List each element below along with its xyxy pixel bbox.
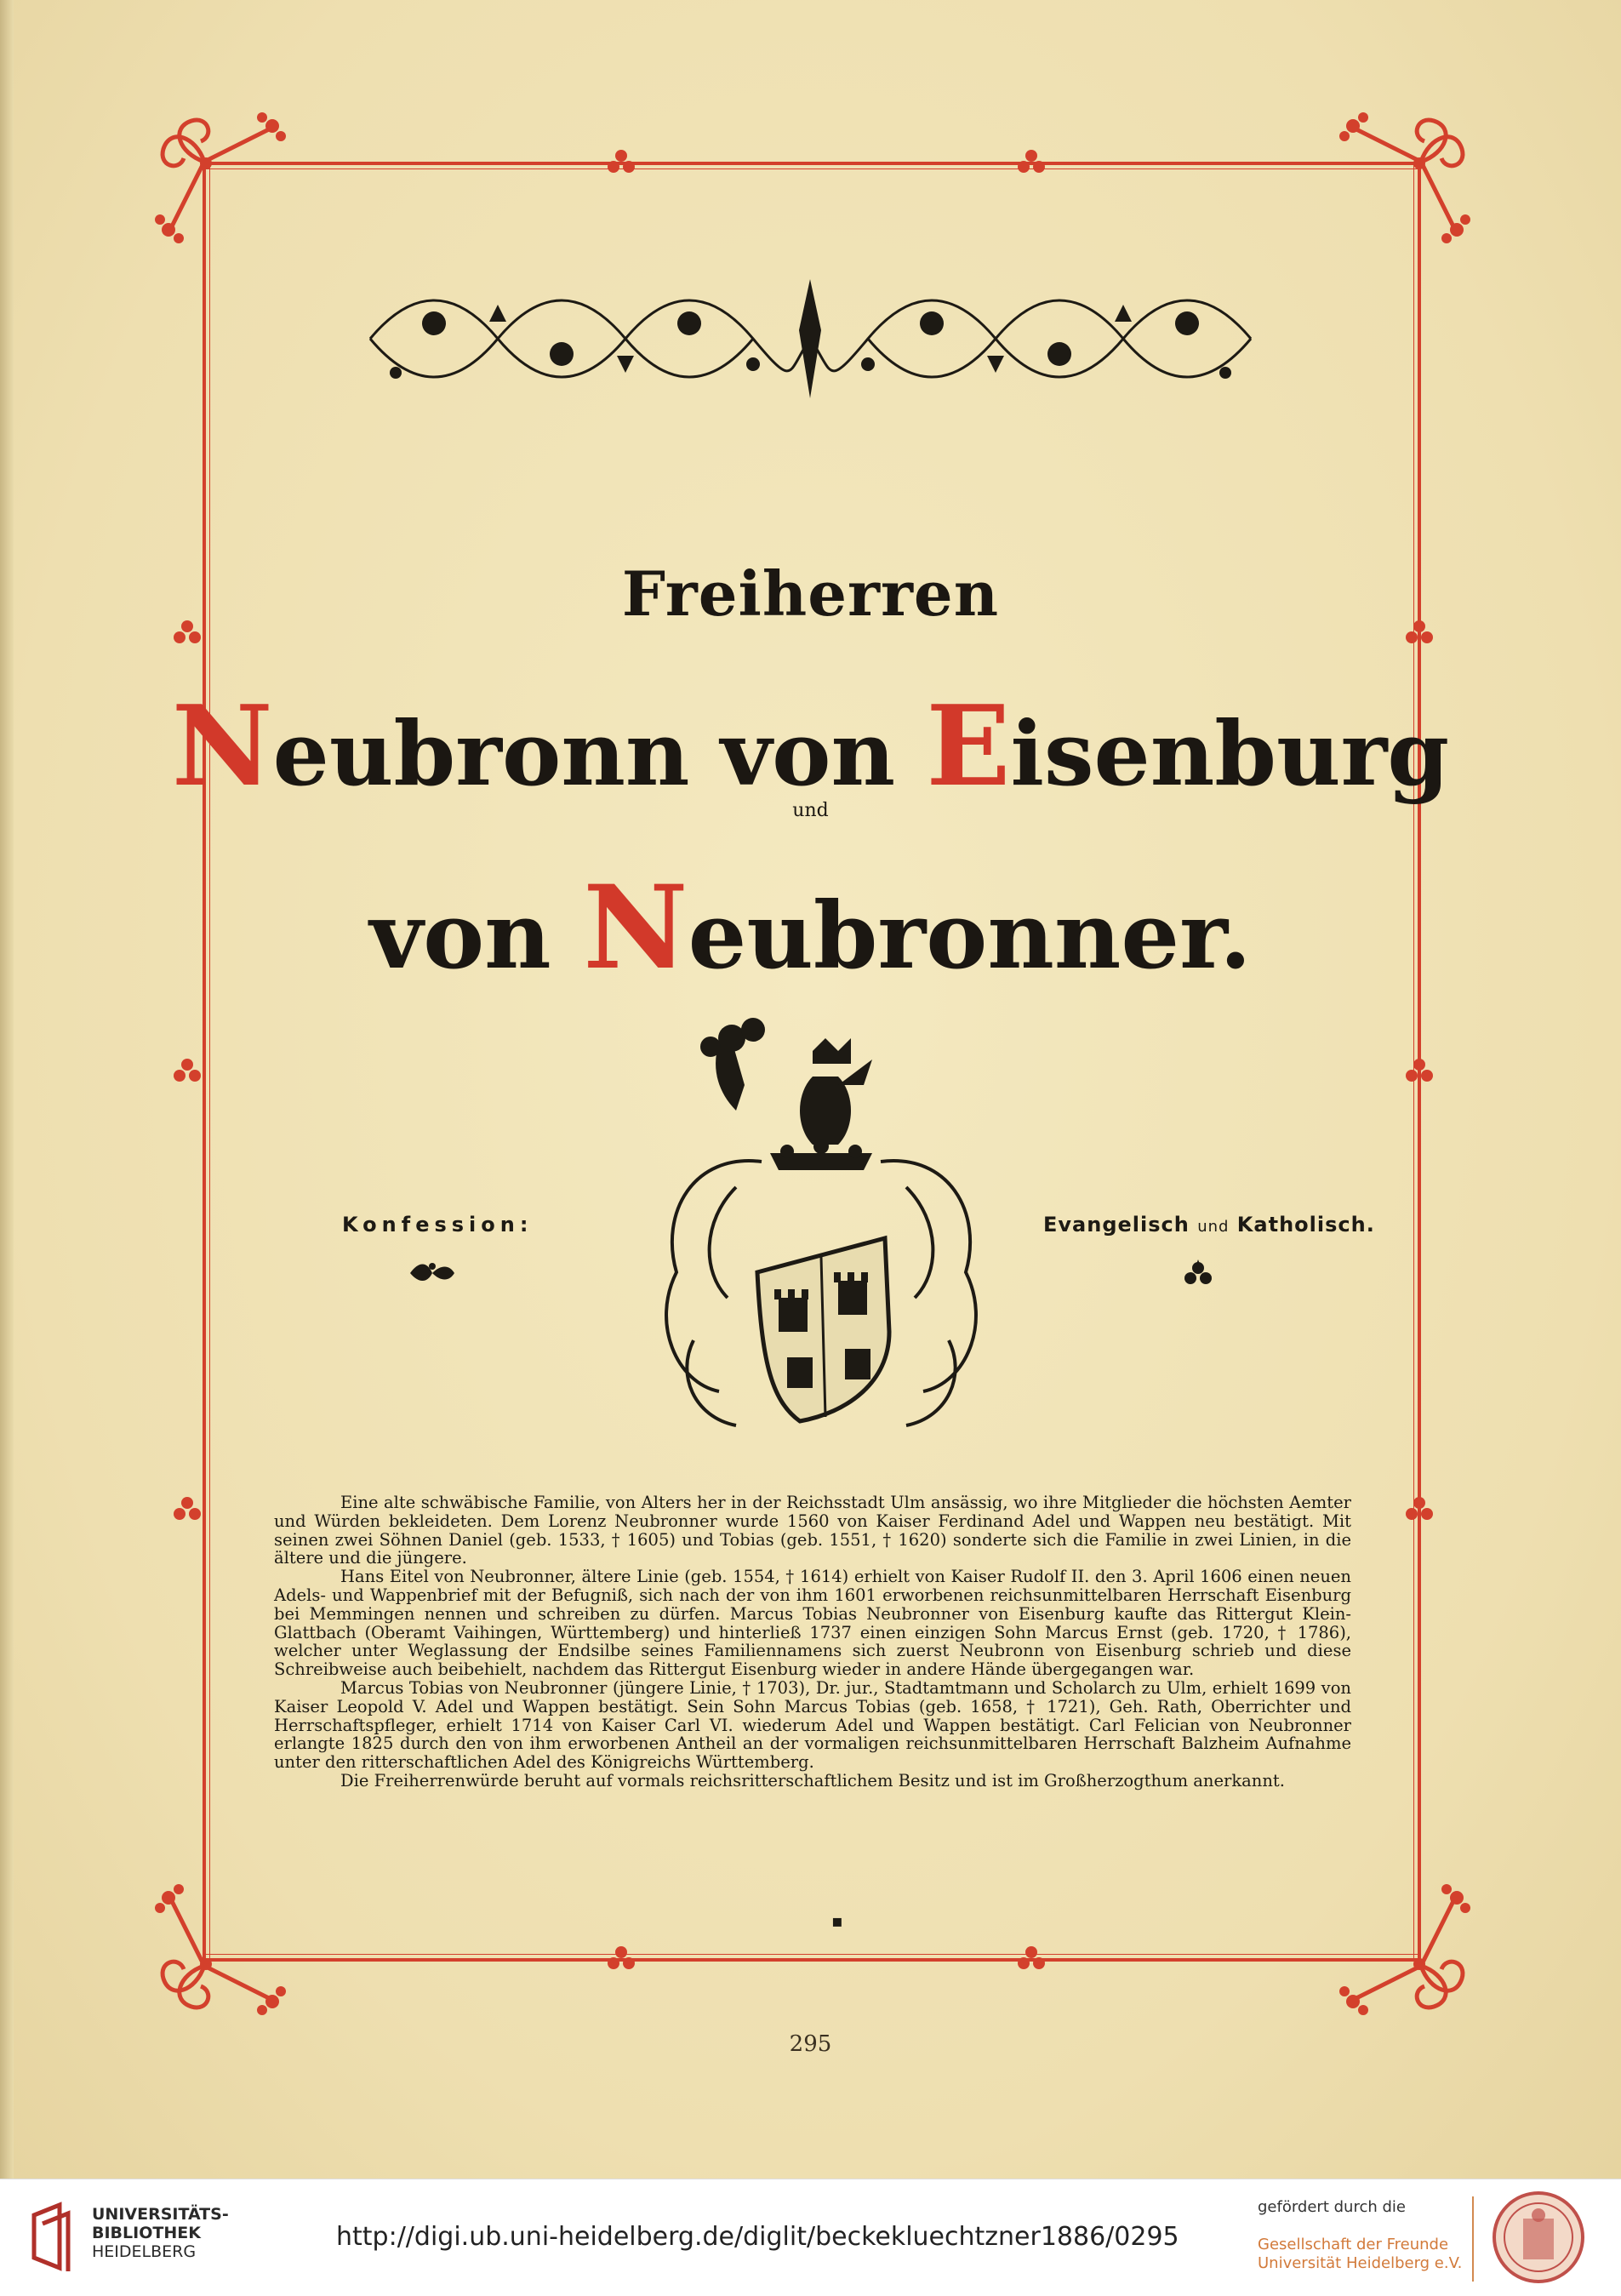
title-line3-text: eubronner.	[688, 882, 1252, 990]
corner-flourish-top-left-icon	[145, 102, 306, 264]
library-name	[92, 2205, 229, 2261]
funding-society-line1: Gesellschaft der Freunde	[1258, 2236, 1449, 2253]
permalink-url[interactable]: http://digi.ub.uni-heidelberg.de/diglit/beckekluechtzner1886/0295	[336, 2222, 1179, 2252]
title-initial-n: N	[171, 681, 273, 811]
body-text	[274, 1494, 1351, 1791]
footer-bar	[0, 2179, 1621, 2296]
title-line-freiherren	[0, 557, 1621, 630]
konfession-label: Konfession:	[342, 1213, 534, 1237]
page-edge-shadow	[0, 0, 14, 2179]
body-paragraph: Die Freiherrenwürde beruht auf vormals reichsritterschaftlichem Besitz und ist im Großherzogthum anerkannt.	[340, 1770, 1285, 1791]
funding-society-line2: Universität Heidelberg e.V.	[1258, 2254, 1463, 2272]
konfession-value-a: Evangelisch	[1043, 1213, 1190, 1237]
library-name-line2: BIBLIOTHEK	[92, 2224, 201, 2242]
title-line2-part-a: eubronn von	[272, 701, 927, 806]
title-line-von-neubronner	[0, 860, 1621, 995]
frame-fleuron-icon	[604, 146, 638, 180]
funding-society	[1258, 2236, 1462, 2273]
body-paragraph: Eine alte schwäbische Familie, von Alters her in der Reichsstadt Ulm ansässig, wo ihre Mitglieder die höchsten Aemter und Würden bekleideten. Dem Lorenz Neubronner wurde 1560 von Kaiser Ferdinand Adel und Wappen neu bestätigt. Mit seinen zwei Söhnen Daniel (geb. 1533, † 1605) und Tobias (geb. 1551, † 1620) sonderte sich die Familie in zwei Linien, in die ältere und die jüngere.	[274, 1493, 1351, 1568]
university-seal-icon	[1491, 2190, 1586, 2285]
frame-bottom-line-inner	[203, 1954, 1421, 1955]
title-line3-pre: von	[369, 882, 584, 990]
funded-by-label: gefördert durch die	[1258, 2198, 1406, 2216]
body-paragraph: Marcus Tobias von Neubronner (jüngere Linie, † 1703), Dr. jur., Stadtamtmann und Scholarch zu Ulm, erhielt 1699 von Kaiser Leopold V. Adel und Wappen bestätigt. Sein Sohn Marcus Tobias (geb. 1658, † 1721), Geh. Rath, Oberrichter und Herrschaftspfleger, erhielt 1714 von Kaiser Carl VI. wiederum Adel und Wappen bestätigt. Carl Felician von Neubronner erlangte 1825 durch den von ihm erworbenen Antheil an der vormaligen reichsunmittelbaren Herrschaft Balzheim Aufnahme unter den ritterschaftlichen Adel des Königreichs Württemberg.	[274, 1677, 1351, 1773]
ornamental-header-band-icon	[362, 271, 1259, 405]
frame-fleuron-icon	[1402, 1494, 1436, 1528]
title-initial-e: E	[926, 681, 1011, 811]
title-line-neubronn-eisenburg	[0, 681, 1621, 811]
corner-flourish-top-right-icon	[1319, 102, 1481, 264]
title-initial-n2: N	[583, 860, 688, 995]
library-name-line3: HEIDELBERG	[92, 2242, 197, 2261]
library-name-line1: UNIVERSITÄTS-	[92, 2205, 229, 2224]
frame-fleuron-icon	[604, 1943, 638, 1977]
corner-flourish-bottom-left-icon	[145, 1864, 306, 2025]
university-library-logo-icon	[26, 2198, 85, 2275]
section-end-mark: ▪	[831, 1910, 843, 1931]
title-und: und	[792, 800, 829, 821]
leaf-ornament-icon	[407, 1258, 458, 1287]
frame-fleuron-icon	[1014, 1943, 1048, 1977]
title-initial-f: F	[621, 557, 665, 630]
footer-divider	[1472, 2196, 1474, 2282]
title-line1-text: reiherren	[665, 557, 1000, 630]
corner-flourish-bottom-right-icon	[1319, 1864, 1481, 2025]
frame-bottom-line	[203, 1958, 1421, 1962]
frame-left-line-inner	[209, 162, 210, 1962]
body-paragraph: Hans Eitel von Neubronner, ältere Linie (geb. 1554, † 1614) erhielt von Kaiser Rudolf II. den 3. April 1606 einen neuen Adels- und Wappenbrief mit der Befugniß, sich nach der von ihm 1601 erworbenen reichsunmittelbaren Herrschaft Eisenburg bei Memmingen nennen und schreiben zu dürfen. Marcus Tobias Neubronner von Eisenburg kaufte das Rittergut Klein-Glattbach (Oberamt Vaihingen, Württemberg) und hinterließ 1737 einen einzigen Sohn Marcus Ernst (geb. 1720, † 1786), welcher unter Weglassung der Endsilbe seines Familiennamens sich zuerst Neubronn von Eisenburg schrieb und diese Schreibweise auch beibehielt, nachdem das Rittergut Eisenburg wieder in andere Hände übergegangen war.	[274, 1567, 1351, 1680]
frame-fleuron-icon	[1014, 146, 1048, 180]
frame-fleuron-icon	[170, 1055, 204, 1089]
frame-fleuron-icon	[1402, 1055, 1436, 1089]
konfession-value-b: Katholisch.	[1236, 1213, 1375, 1237]
konfession-value-und: und	[1197, 1218, 1230, 1236]
page-number: 295	[789, 2031, 832, 2057]
konfession-value	[1043, 1213, 1375, 1237]
title-line2-part-b: isenburg	[1010, 701, 1450, 806]
frame-top-line	[203, 162, 1421, 165]
trefoil-ornament-icon	[1173, 1258, 1224, 1287]
frame-fleuron-icon	[170, 1494, 204, 1528]
frame-top-line-inner	[203, 168, 1421, 169]
coat-of-arms-icon	[642, 1017, 1000, 1459]
